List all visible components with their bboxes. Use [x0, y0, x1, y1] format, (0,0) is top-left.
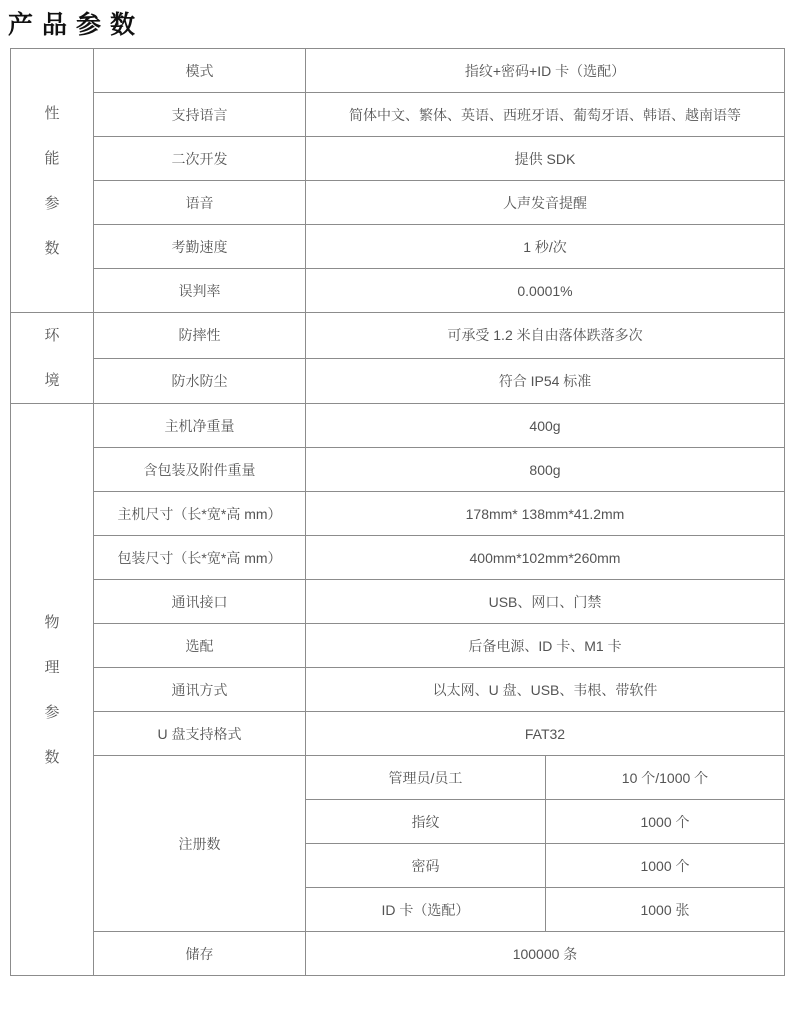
row-optional	[11, 624, 785, 668]
spec-label: 含包装及附件重量	[94, 448, 306, 492]
row-mode	[11, 49, 785, 93]
vertical-group-label: 性 能 参 数	[44, 104, 60, 257]
spec-value: 400g	[306, 404, 785, 448]
row-host-net-weight	[11, 404, 785, 448]
spec-label: 主机净重量	[94, 404, 306, 448]
spec-value: 1000 个	[546, 844, 785, 888]
vertical-group-label: 物 理 参 数	[44, 613, 60, 766]
spec-value: 提供 SDK	[306, 137, 785, 181]
spec-sublabel: ID 卡（选配）	[306, 888, 546, 932]
spec-value: 100000 条	[306, 932, 785, 976]
registration-group-label: 注册数	[94, 756, 306, 932]
spec-value: FAT32	[306, 712, 785, 756]
spec-value: 可承受 1.2 米自由落体跌落多次	[306, 313, 785, 359]
spec-value: 178mm* 138mm*41.2mm	[306, 492, 785, 536]
row-packaged-weight	[11, 448, 785, 492]
spec-value: 符合 IP54 标准	[306, 358, 785, 404]
spec-value: 1 秒/次	[306, 225, 785, 269]
vertical-group-label: 环 境	[44, 327, 60, 389]
spec-value: 1000 个	[546, 800, 785, 844]
row-host-dimensions	[11, 492, 785, 536]
spec-label: 通讯方式	[94, 668, 306, 712]
row-voice	[11, 181, 785, 225]
spec-value: 以太网、U 盘、USB、韦根、带软件	[306, 668, 785, 712]
row-usb-format	[11, 712, 785, 756]
spec-label: 防水防尘	[94, 358, 306, 404]
row-registration-admin-staff	[11, 756, 785, 800]
row-attendance-speed	[11, 225, 785, 269]
spec-value: 0.0001%	[306, 269, 785, 313]
spec-value: 指纹+密码+ID 卡（选配）	[306, 49, 785, 93]
row-secondary-development	[11, 137, 785, 181]
spec-label: 考勤速度	[94, 225, 306, 269]
spec-label: 包装尺寸（长*宽*高 mm）	[94, 536, 306, 580]
group-label-performance	[11, 49, 94, 313]
spec-label: 主机尺寸（长*宽*高 mm）	[94, 492, 306, 536]
row-communication-method	[11, 668, 785, 712]
page-title: 产品参数	[8, 11, 145, 39]
spec-sublabel: 管理员/员工	[306, 756, 546, 800]
row-communication-interface	[11, 580, 785, 624]
spec-value: 后备电源、ID 卡、M1 卡	[306, 624, 785, 668]
spec-label: 选配	[94, 624, 306, 668]
spec-label: 模式	[94, 49, 306, 93]
spec-label: 防摔性	[94, 313, 306, 359]
spec-label: 语音	[94, 181, 306, 225]
spec-value: 10 个/1000 个	[546, 756, 785, 800]
spec-value: 简体中文、繁体、英语、西班牙语、葡萄牙语、韩语、越南语等	[306, 93, 785, 137]
spec-sublabel: 指纹	[306, 800, 546, 844]
spec-label: 二次开发	[94, 137, 306, 181]
row-drop-resistance	[11, 313, 785, 359]
row-waterproof-dustproof	[11, 358, 785, 404]
spec-value: 400mm*102mm*260mm	[306, 536, 785, 580]
spec-label: U 盘支持格式	[94, 712, 306, 756]
product-spec-table	[10, 48, 785, 976]
row-package-dimensions	[11, 536, 785, 580]
spec-label: 储存	[94, 932, 306, 976]
group-label-environment	[11, 313, 94, 404]
spec-value: USB、网口、门禁	[306, 580, 785, 624]
spec-label: 支持语言	[94, 93, 306, 137]
spec-value: 800g	[306, 448, 785, 492]
spec-label: 通讯接口	[94, 580, 306, 624]
row-false-rate	[11, 269, 785, 313]
row-supported-languages	[11, 93, 785, 137]
spec-value: 1000 张	[546, 888, 785, 932]
spec-value: 人声发音提醒	[306, 181, 785, 225]
group-label-physical	[11, 404, 94, 976]
row-storage	[11, 932, 785, 976]
spec-sublabel: 密码	[306, 844, 546, 888]
spec-label: 误判率	[94, 269, 306, 313]
